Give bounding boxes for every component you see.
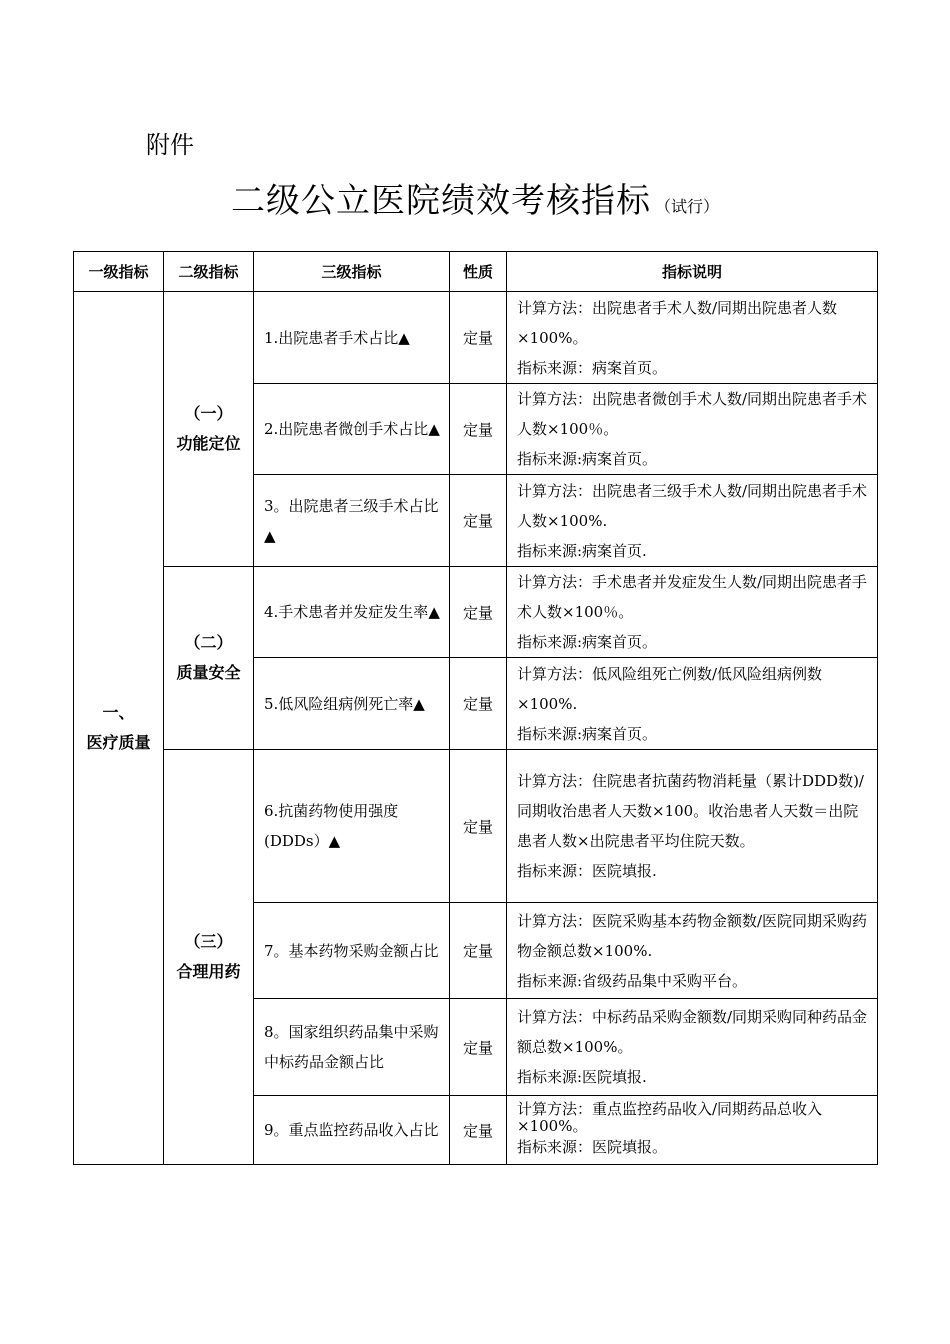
data-source: 指标来源:病案首页. — [517, 541, 647, 560]
nature-cell: 定量 — [450, 475, 507, 567]
header-level2: 二级指标 — [164, 252, 254, 292]
level1-number: 一、 — [102, 703, 135, 722]
level2-name: 质量安全 — [176, 663, 241, 682]
document-title — [0, 176, 950, 226]
nature-cell: 定量 — [450, 567, 507, 658]
level2-name: 合理用药 — [176, 962, 241, 981]
nature-cell: 定量 — [450, 292, 507, 384]
level2-number: （一） — [184, 404, 233, 423]
indicator-table — [73, 251, 878, 1165]
description-cell — [507, 903, 878, 999]
nature-cell: 定量 — [450, 1096, 507, 1165]
description-cell — [507, 750, 878, 903]
description-cell — [507, 658, 878, 750]
description-cell — [507, 384, 878, 475]
title-note: （试行） — [654, 197, 719, 216]
description-cell — [507, 567, 878, 658]
nature-cell: 定量 — [450, 999, 507, 1096]
calc-method: 计算方法：出院患者三级手术人数/同期出院患者手术人数×100%. — [517, 481, 868, 530]
data-source: 指标来源:病案首页。 — [517, 724, 658, 743]
nature-cell: 定量 — [450, 658, 507, 750]
description-cell — [507, 1096, 878, 1165]
table-row — [74, 567, 878, 658]
calc-method: 计算方法：低风险组死亡例数/低风险组病例数×100%. — [517, 664, 823, 713]
level3-indicator: 9。重点监控药品收入占比 — [254, 1096, 450, 1165]
level3-indicator: 2.出院患者微创手术占比▲ — [254, 384, 450, 475]
calc-method: 计算方法：出院患者手术人数/同期出院患者人数×100%。 — [517, 298, 838, 347]
level3-indicator: 3。出院患者三级手术占比▲ — [254, 475, 450, 567]
level2-number: （三） — [184, 932, 233, 951]
level2-cell — [164, 750, 254, 1165]
calc-method: 计算方法：住院患者抗菌药物消耗量（累计DDD数)/同期收治患者人天数×100。收治患者人天数＝出院患者人数×出院患者平均住院天数。 — [517, 772, 864, 850]
table-row — [74, 750, 878, 903]
description-cell — [507, 999, 878, 1096]
level3-indicator: 5.低风险组病例死亡率▲ — [254, 658, 450, 750]
header-level1: 一级指标 — [74, 252, 164, 292]
calc-method: 计算方法：手术患者并发症发生人数/同期出院患者手术人数×100％。 — [517, 573, 868, 621]
data-source: 指标来源:病案首页。 — [517, 450, 658, 468]
nature-cell: 定量 — [450, 903, 507, 999]
calc-method: 计算方法：重点监控药品收入/同期药品总收入×100%。 — [517, 1100, 823, 1135]
level3-indicator: 1.出院患者手术占比▲ — [254, 292, 450, 384]
data-source: 指标来源:省级药品集中采购平台。 — [517, 971, 748, 990]
calc-method: 计算方法：出院患者微创手术人数/同期出院患者手术人数×100％。 — [517, 390, 868, 438]
description-cell — [507, 475, 878, 567]
description-cell — [507, 292, 878, 384]
nature-cell: 定量 — [450, 750, 507, 903]
header-level3: 三级指标 — [254, 252, 450, 292]
level2-name: 功能定位 — [176, 434, 241, 453]
level2-number: （二） — [184, 633, 233, 652]
data-source: 指标来源:医院填报. — [517, 1068, 647, 1086]
data-source: 指标来源:病案首页。 — [517, 633, 658, 651]
level3-indicator: 6.抗菌药物使用强度(DDDs）▲ — [254, 750, 450, 903]
nature-cell: 定量 — [450, 384, 507, 475]
data-source: 指标来源：医院填报。 — [517, 1138, 668, 1156]
level3-indicator: 4.手术患者并发症发生率▲ — [254, 567, 450, 658]
table-row — [74, 292, 878, 384]
level2-cell — [164, 292, 254, 567]
level1-name: 医疗质量 — [86, 733, 151, 752]
level3-indicator: 8。国家组织药品集中采购中标药品金额占比 — [254, 999, 450, 1096]
header-description: 指标说明 — [507, 252, 878, 292]
level1-cell — [74, 292, 164, 1165]
data-source: 指标来源：病案首页。 — [517, 358, 668, 377]
calc-method: 计算方法：中标药品采购金额数/同期采购同种药品金额总数×100%。 — [517, 1008, 868, 1056]
calc-method: 计算方法：医院采购基本药物金额数/医院同期采购药物金额总数×100%. — [517, 911, 868, 960]
attachment-label: 附件 — [146, 131, 194, 159]
header-nature: 性质 — [450, 252, 507, 292]
data-source: 指标来源：医院填报. — [517, 862, 657, 880]
title-main: 二级公立医院绩效考核指标 — [230, 181, 651, 221]
level2-cell — [164, 567, 254, 750]
table-header-row — [74, 252, 878, 292]
level3-indicator: 7。基本药物采购金额占比 — [254, 903, 450, 999]
